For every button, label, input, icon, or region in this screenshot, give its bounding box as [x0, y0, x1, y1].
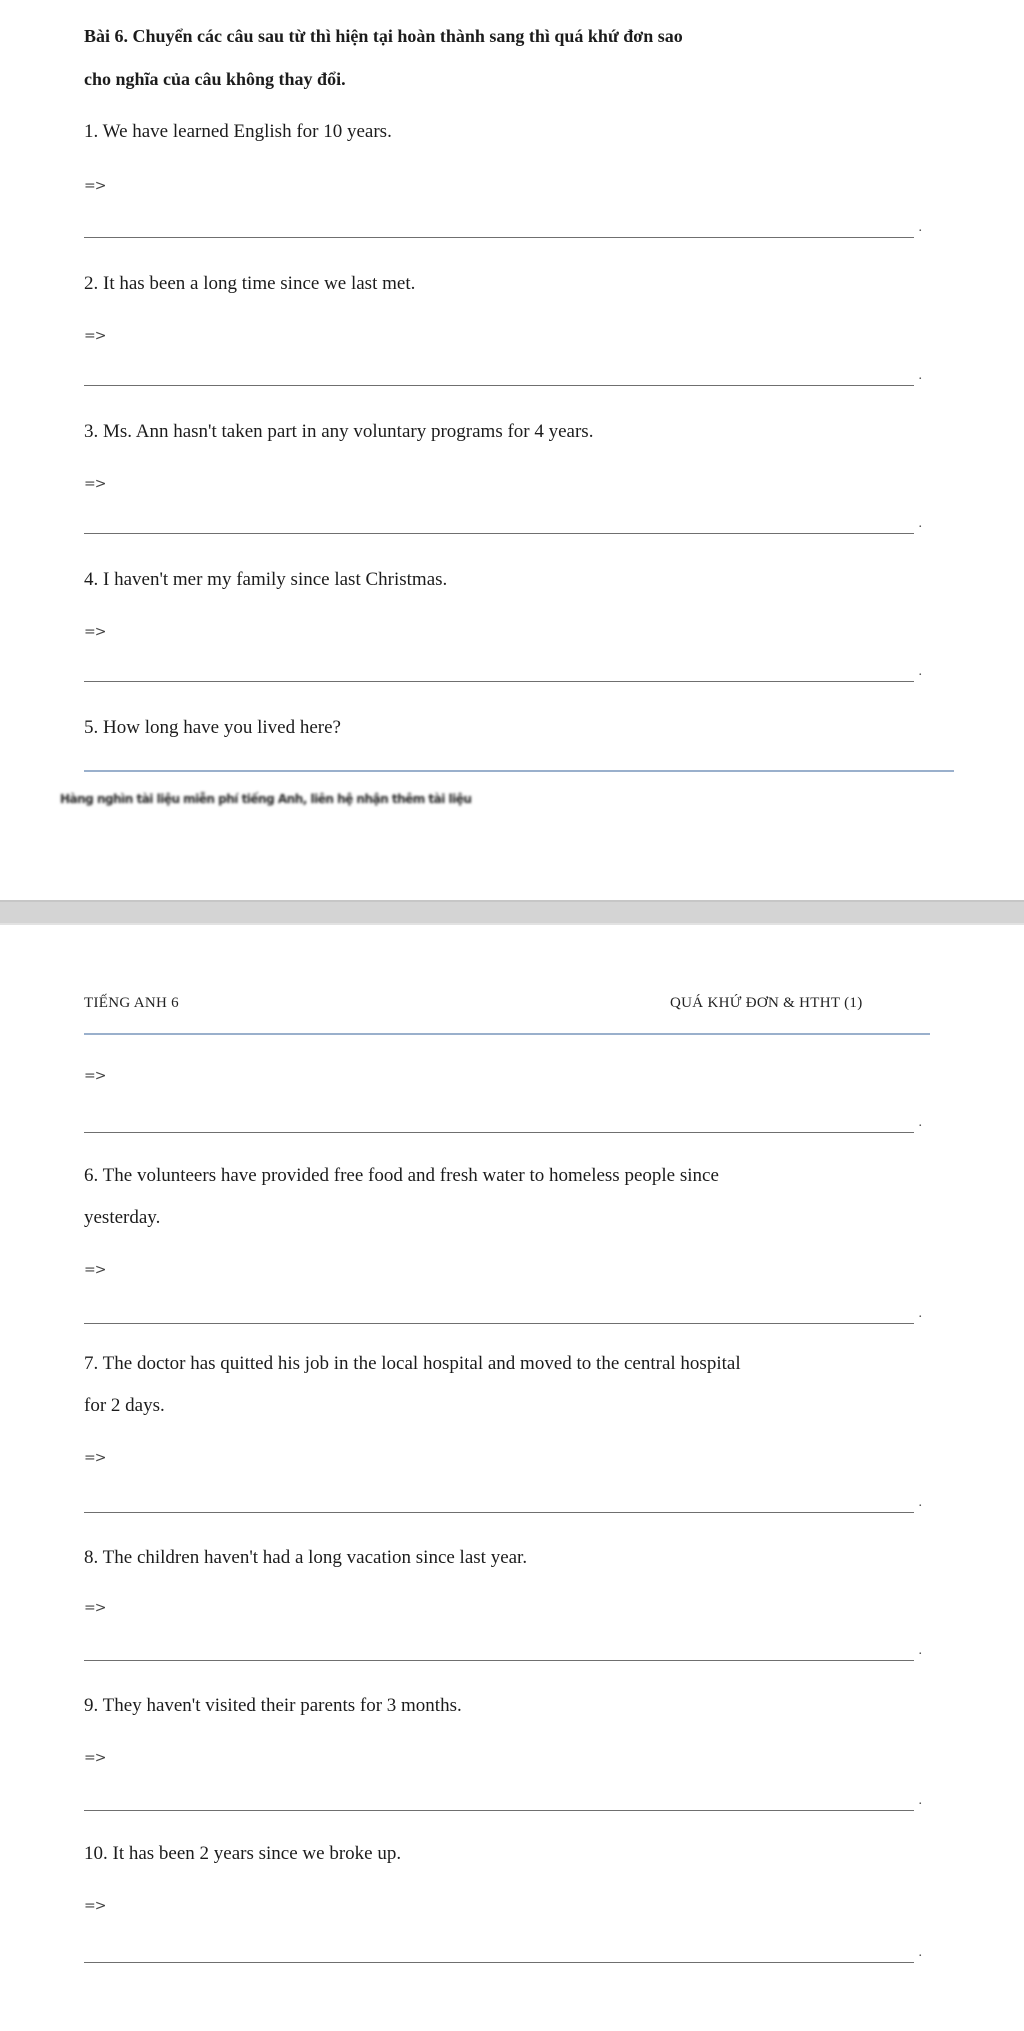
- question-1: 1. We have learned English for 10 years.: [84, 121, 392, 142]
- answer-line-7[interactable]: [84, 1512, 914, 1513]
- answer-arrow: =>: [84, 624, 106, 640]
- exercise-title-line-1: Bài 6. Chuyển các câu sau từ thì hiện tại hoàn thành sang thì quá khứ đơn sao: [84, 26, 683, 46]
- answer-arrow: =>: [84, 1450, 106, 1466]
- question-9: 9. They haven't visited their parents for 3 months.: [84, 1695, 462, 1716]
- question-4: 4. I haven't mer my family since last Christmas.: [84, 569, 448, 590]
- question-6-line-1: 6. The volunteers have provided free food and fresh water to homeless people since: [84, 1165, 719, 1186]
- answer-line-9[interactable]: [84, 1810, 914, 1811]
- footer-rule: [84, 770, 954, 772]
- question-7-line-2: for 2 days.: [84, 1395, 165, 1416]
- answer-arrow: =>: [84, 328, 106, 344]
- question-2: 2. It has been a long time since we last met.: [84, 273, 416, 294]
- question-8: 8. The children haven't had a long vacation since last year.: [84, 1547, 528, 1568]
- question-5: 5. How long have you lived here?: [84, 717, 341, 738]
- page-separator: [0, 900, 1024, 925]
- answer-arrow: =>: [84, 1600, 106, 1616]
- answer-arrow: =>: [84, 1068, 106, 1084]
- question-10: 10. It has been 2 years since we broke up.: [84, 1843, 402, 1864]
- answer-line-3[interactable]: [84, 533, 914, 534]
- question-6-line-2: yesterday.: [84, 1207, 161, 1228]
- answer-arrow: =>: [84, 476, 106, 492]
- answer-line-6[interactable]: [84, 1323, 914, 1324]
- answer-line-8[interactable]: [84, 1660, 914, 1661]
- header-rule: [84, 1033, 930, 1035]
- answer-line-2[interactable]: [84, 385, 914, 386]
- answer-arrow: =>: [84, 178, 106, 194]
- answer-arrow: =>: [84, 1262, 106, 1278]
- answer-line-1[interactable]: [84, 237, 914, 238]
- answer-arrow: =>: [84, 1898, 106, 1914]
- page-header-left: TIẾNG ANH 6: [84, 995, 179, 1011]
- answer-line-10[interactable]: [84, 1962, 914, 1963]
- answer-arrow: =>: [84, 1750, 106, 1766]
- page-footer-text: Hàng nghìn tài liệu miễn phí tiếng Anh, liên hệ nhận thêm tài liệu: [60, 792, 472, 806]
- page-header-right: QUÁ KHỨ ĐƠN & HTHT (1): [670, 995, 863, 1011]
- answer-line-4[interactable]: [84, 681, 914, 682]
- question-7-line-1: 7. The doctor has quitted his job in the local hospital and moved to the central hospital: [84, 1353, 741, 1374]
- question-3: 3. Ms. Ann hasn't taken part in any voluntary programs for 4 years.: [84, 421, 594, 442]
- exercise-title-line-2: cho nghĩa của câu không thay đổi.: [84, 69, 346, 89]
- answer-line-5[interactable]: [84, 1132, 914, 1133]
- document-page-1: [0, 0, 1024, 900]
